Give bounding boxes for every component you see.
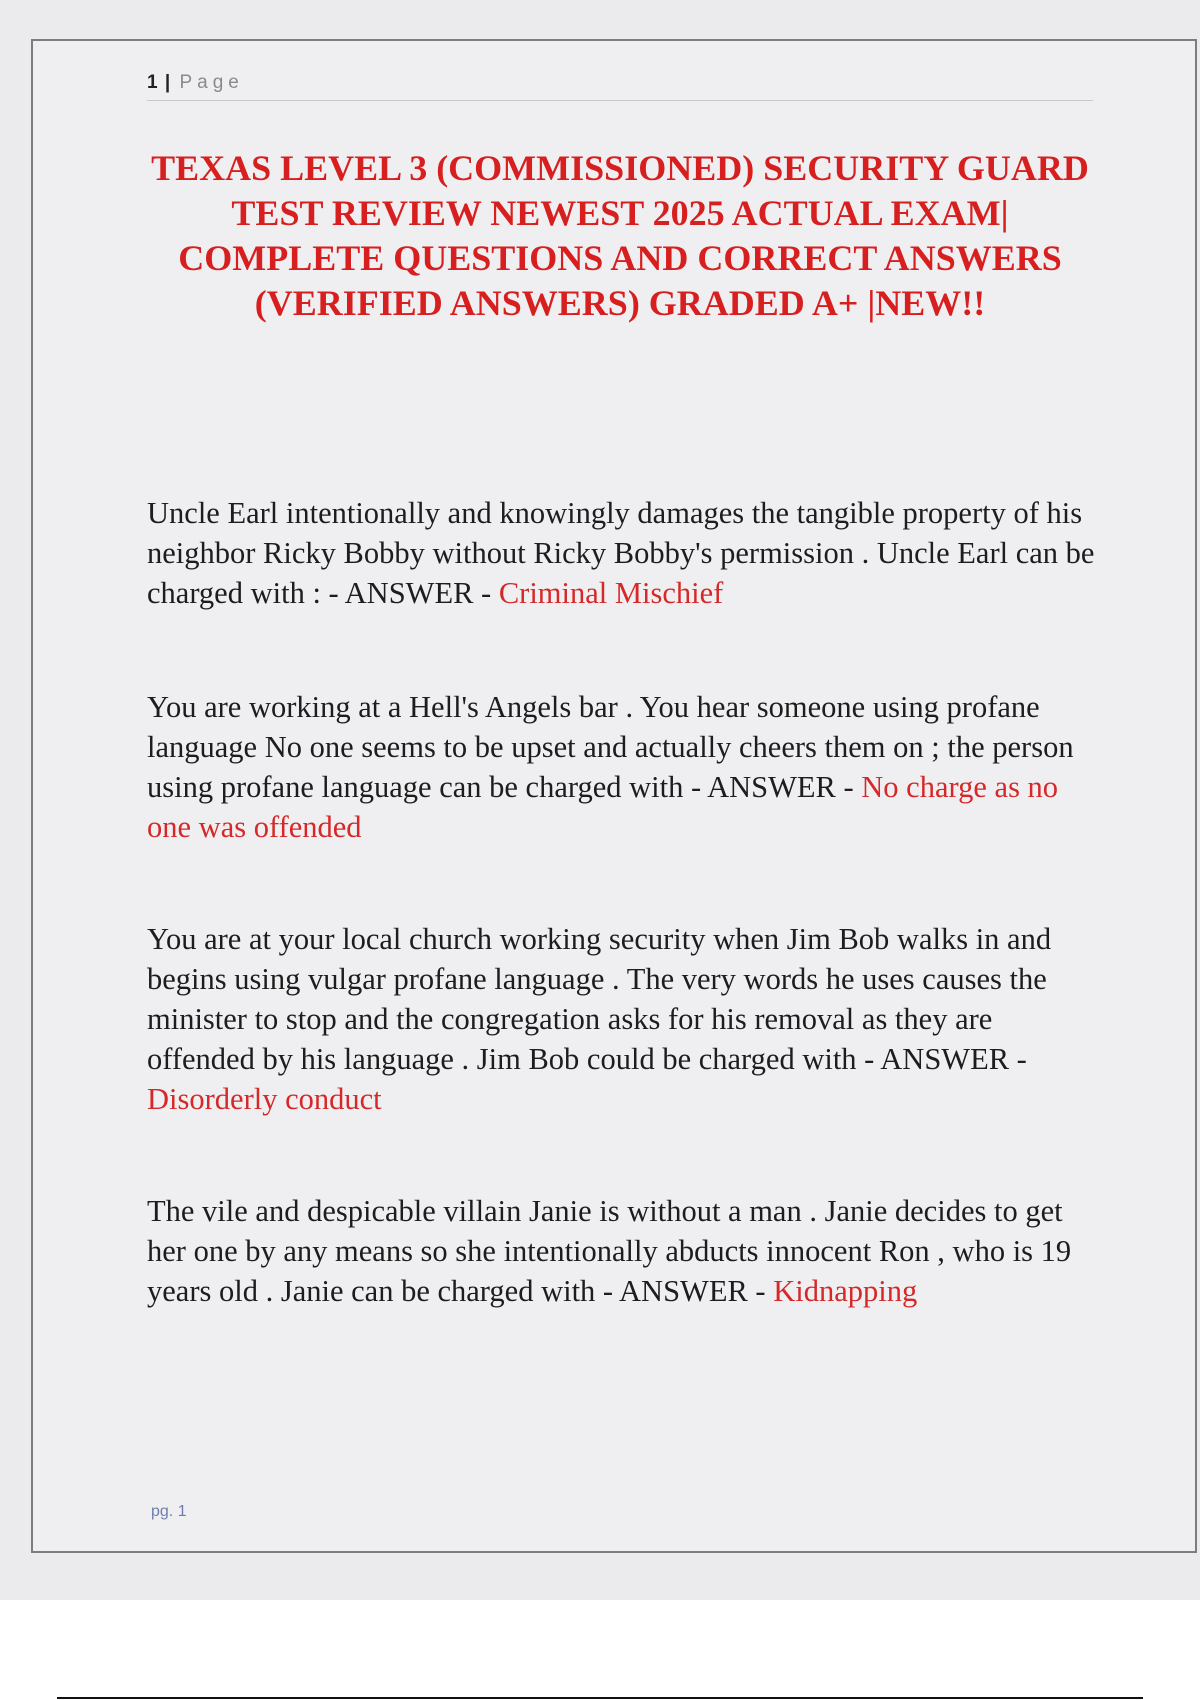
answer-text: Kidnapping: [773, 1274, 918, 1308]
page-footer-label: pg. 1: [151, 1503, 187, 1520]
question-block: [147, 1191, 1107, 1311]
answer-text: Criminal Mischief: [498, 576, 724, 610]
document-page: [31, 39, 1197, 1553]
page-number: 1: [147, 72, 158, 93]
document-title: TEXAS LEVEL 3 (COMMISSIONED) SECURITY GUARD TEST REVIEW NEWEST 2025 ACTUAL EXAM| COMPLETE QUESTIONS AND CORRECT ANSWERS (VERIFIED ANSWERS) GRADED A+ |NEW!!: [151, 148, 1089, 323]
question-block: [147, 493, 1107, 613]
answer-text: No charge as no one was offended: [147, 770, 1059, 844]
page-word: Page: [179, 72, 244, 93]
header-separator: |: [164, 72, 171, 93]
page-header: [147, 72, 1093, 101]
question-block: [147, 919, 1107, 1119]
question-text: You are at your local church working security when Jim Bob walks in and begins using vulgar profane language . The very words he uses causes the minister to stop and the congregation asks for his removal as they are offended by his language . Jim Bob could be charged with - ANSWER -: [147, 922, 1052, 1076]
next-page-divider: [57, 1697, 1143, 1699]
question-text: Uncle Earl intentionally and knowingly damages the tangible property of his neighbor Ricky Bobby without Ricky Bobby's permission . Uncle Earl can be charged with : - ANSWER -: [147, 496, 1095, 610]
question-text: The vile and despicable villain Janie is without a man . Janie decides to get her one by any means so she intentionally abducts innocent Ron , who is 19 years old . Janie can be charged with - ANSWER -: [147, 1194, 1072, 1308]
answer-text: Disorderly conduct: [147, 1082, 382, 1116]
question-text: You are working at a Hell's Angels bar . You hear someone using profane language No one seems to be upset and actually cheers them on ; the person using profane language can be charged with - ANSWER -: [147, 690, 1074, 804]
question-block: [147, 687, 1107, 847]
